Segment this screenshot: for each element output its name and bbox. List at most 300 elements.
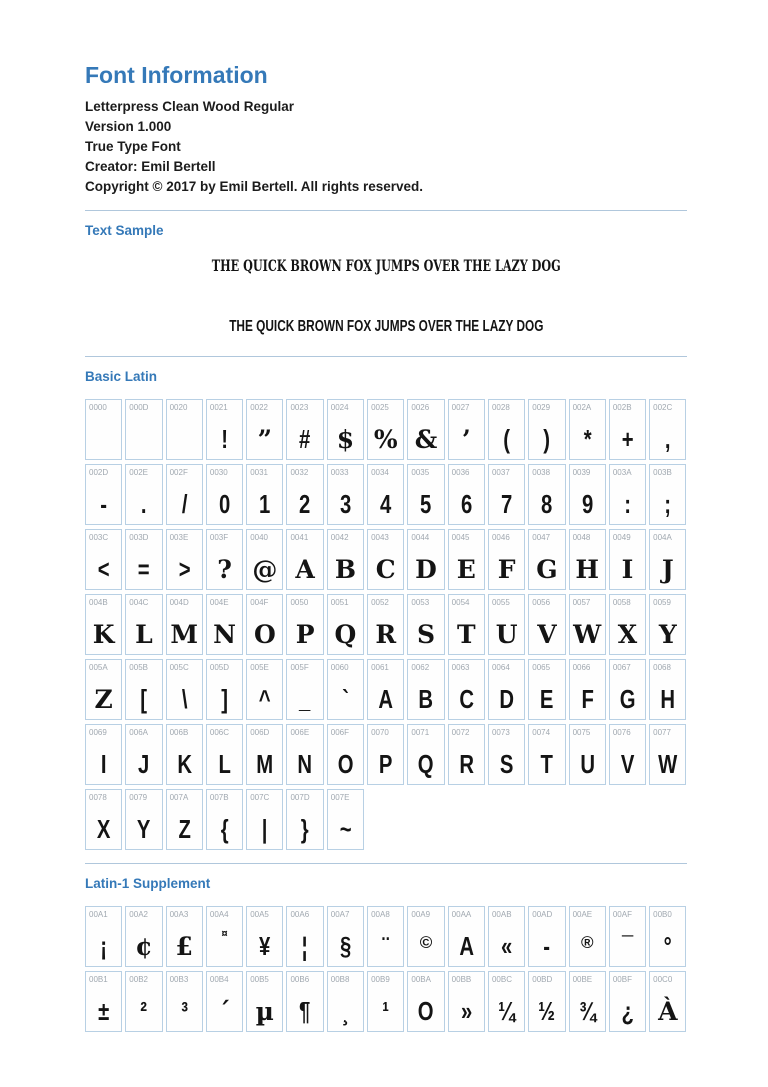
glyph: ;: [664, 489, 672, 519]
codepoint-label: 0027: [451, 403, 470, 412]
codepoint-label: 004C: [129, 598, 149, 607]
codepoint-label: 0037: [491, 468, 510, 477]
codepoint-label: 00B0: [653, 910, 672, 919]
glyph: R: [375, 620, 397, 649]
glyph-cell: [407, 464, 444, 525]
glyph: ¾: [578, 996, 596, 1026]
glyph-row: [85, 529, 687, 590]
glyph-cell: [125, 724, 162, 785]
glyph-cell: [166, 594, 203, 655]
glyph-cell: [125, 971, 162, 1032]
glyph: X: [617, 620, 638, 649]
codepoint-label: 0054: [451, 598, 470, 607]
glyph-cell: [125, 529, 162, 590]
glyph: -: [543, 931, 551, 961]
glyph-cell: [246, 971, 283, 1032]
glyph-cell: [448, 594, 485, 655]
glyph-cell: [327, 594, 364, 655]
glyph: O: [337, 749, 354, 779]
glyph: O: [253, 620, 276, 649]
glyph-cell: [286, 971, 323, 1032]
glyph-cell: [166, 529, 203, 590]
codepoint-label: 00AD: [532, 910, 553, 919]
codepoint-label: 0028: [491, 403, 510, 412]
glyph-cell: [609, 594, 646, 655]
codepoint-label: 0065: [532, 663, 551, 672]
glyph: M: [256, 749, 274, 779]
glyph-cell: [407, 971, 444, 1032]
codepoint-label: 0034: [371, 468, 389, 477]
section-heading-basic-latin: Basic Latin: [85, 369, 158, 384]
glyph-cell: [488, 529, 525, 590]
codepoint-label: 0041: [290, 533, 309, 542]
glyph-cell: [246, 594, 283, 655]
codepoint-label: 003E: [169, 533, 189, 542]
glyph-cell: [125, 399, 162, 460]
codepoint-label: 0051: [330, 598, 349, 607]
glyph-cell: [286, 906, 323, 967]
glyph-cell: [327, 724, 364, 785]
glyph-cell: [367, 594, 404, 655]
glyph: U: [495, 620, 518, 649]
codepoint-label: 0068: [653, 663, 671, 672]
glyph-cell: [125, 594, 162, 655]
codepoint-label: 0042: [330, 533, 349, 542]
glyph: D: [415, 555, 437, 584]
glyph: %: [373, 425, 398, 454]
glyph-cell: [649, 906, 686, 967]
glyph-cell: [488, 724, 525, 785]
codepoint-label: 007D: [290, 793, 310, 802]
text-sample-plain-row: [85, 318, 687, 336]
glyph: ¹: [382, 996, 390, 1026]
codepoint-label: 002F: [169, 468, 188, 477]
glyph-cell: [609, 529, 646, 590]
glyph-cell: [649, 529, 686, 590]
glyph: B: [418, 684, 434, 714]
glyph-cell: [528, 594, 565, 655]
codepoint-label: 00B2: [129, 975, 148, 984]
glyph-cell: [166, 464, 203, 525]
glyph-cell: [609, 659, 646, 720]
glyph: H: [660, 684, 676, 714]
codepoint-label: 0076: [612, 728, 631, 737]
codepoint-label: 004E: [209, 598, 229, 607]
glyph-cell: [528, 906, 565, 967]
glyph: E: [456, 555, 476, 584]
codepoint-label: 0022: [250, 403, 268, 412]
glyph: ¯: [621, 931, 634, 961]
glyph: _: [299, 684, 311, 714]
glyph: H: [575, 555, 600, 584]
glyph: 8: [541, 489, 553, 519]
glyph-cell: [367, 906, 404, 967]
glyph: ¡: [100, 931, 108, 961]
glyph: 3: [339, 489, 352, 519]
glyph-row: [85, 724, 687, 785]
glyph-row: [85, 906, 687, 967]
glyph: ,: [664, 424, 671, 454]
glyph-cell: [488, 971, 525, 1032]
codepoint-label: 0039: [572, 468, 591, 477]
glyph: ¦: [302, 931, 308, 961]
codepoint-label: 0069: [89, 728, 107, 737]
glyph-cell: [327, 971, 364, 1032]
codepoint-label: 007C: [250, 793, 270, 802]
glyph: R: [458, 749, 474, 779]
codepoint-label: 00A9: [411, 910, 431, 919]
codepoint-label: 006E: [290, 728, 310, 737]
codepoint-label: 002D: [89, 468, 109, 477]
glyph-cell: [206, 906, 243, 967]
codepoint-label: 0043: [371, 533, 389, 542]
font-info-page: [85, 0, 687, 1032]
glyph-cell: [85, 906, 122, 967]
glyph: |: [261, 814, 268, 844]
glyph: ¿: [621, 996, 634, 1026]
codepoint-label: 002A: [572, 403, 592, 412]
codepoint-label: 0077: [653, 728, 671, 737]
glyph: ½: [538, 996, 556, 1026]
codepoint-label: 00AB: [491, 910, 512, 919]
glyph-cell: [166, 789, 203, 850]
glyph-cell: [448, 724, 485, 785]
glyph-cell: [246, 906, 283, 967]
codepoint-label: 0055: [491, 598, 510, 607]
glyph: §: [339, 931, 352, 961]
glyph: @: [252, 555, 278, 584]
glyph-cell: [649, 724, 686, 785]
glyph: <: [97, 554, 110, 584]
glyph: W: [658, 749, 678, 779]
codepoint-label: 0020: [169, 403, 188, 412]
font-type: True Type Font: [85, 139, 181, 154]
glyph-cell: [85, 971, 122, 1032]
codepoint-label: 007B: [209, 793, 229, 802]
glyph: ®: [580, 933, 594, 952]
glyph: ^: [258, 684, 271, 714]
glyph: =: [138, 554, 150, 584]
glyph: `: [342, 684, 349, 714]
codepoint-label: 0059: [653, 598, 671, 607]
codepoint-label: 0046: [491, 533, 510, 542]
glyph-cell: [407, 399, 444, 460]
glyph: \: [181, 684, 188, 714]
glyph-cell: [569, 906, 606, 967]
text-sample-plain: THE QUICK BROWN FOX JUMPS OVER THE LAZY DOG: [228, 318, 544, 335]
glyph-cell: [609, 906, 646, 967]
glyph-cell: [85, 399, 122, 460]
codepoint-label: 00B3: [169, 975, 189, 984]
glyph: !: [221, 424, 228, 454]
glyph-cell: [528, 724, 565, 785]
glyph-cell: [569, 529, 606, 590]
glyph: ¤: [221, 928, 228, 940]
glyph: -: [100, 489, 108, 519]
glyph-cell: [246, 399, 283, 460]
glyph: Y: [137, 814, 151, 844]
section-divider: [85, 210, 687, 211]
text-sample-decorative: THE QUICK BROWN FOX JUMPS OVER THE LAZY DOG: [211, 256, 561, 275]
glyph: D: [499, 684, 514, 714]
glyph-cell: [246, 659, 283, 720]
codepoint-label: 006F: [330, 728, 350, 737]
glyph: L: [218, 749, 231, 779]
codepoint-label: 0035: [411, 468, 430, 477]
text-sample-decorative-row: [85, 256, 687, 276]
codepoint-label: 003D: [129, 533, 149, 542]
glyph-cell: [85, 659, 122, 720]
glyph: ©: [419, 933, 433, 952]
codepoint-label: 00AA: [451, 910, 472, 919]
codepoint-label: 000D: [129, 403, 149, 412]
glyph-cell: [488, 464, 525, 525]
codepoint-label: 0071: [411, 728, 430, 737]
codepoint-label: 00BB: [451, 975, 472, 984]
glyph-cell: [286, 529, 323, 590]
glyph-cell: [649, 594, 686, 655]
glyph: ?: [217, 555, 232, 584]
glyph-cell: [407, 659, 444, 720]
section-heading-latin1-supplement: Latin-1 Supplement: [85, 876, 211, 891]
codepoint-label: 005A: [89, 663, 108, 672]
glyph: C: [458, 684, 474, 714]
glyph-cell: [125, 464, 162, 525]
codepoint-label: 0072: [451, 728, 470, 737]
glyph: /: [181, 489, 188, 519]
glyph: A: [458, 931, 474, 961]
glyph: &: [414, 425, 438, 454]
section-divider: [85, 863, 687, 864]
codepoint-label: 00AF: [612, 910, 632, 919]
codepoint-label: 005E: [250, 663, 269, 672]
glyph: O: [418, 996, 434, 1026]
glyph-cell: [569, 399, 606, 460]
glyph-cell: [649, 399, 686, 460]
codepoint-label: 005F: [290, 663, 309, 672]
codepoint-label: 00B9: [371, 975, 390, 984]
basic-latin-grid: [85, 399, 687, 850]
glyph: 7: [500, 489, 513, 519]
glyph: }: [301, 814, 310, 844]
glyph-cell: [649, 659, 686, 720]
glyph-cell: [327, 659, 364, 720]
glyph-row: [85, 594, 687, 655]
codepoint-label: 0058: [612, 598, 631, 607]
glyph: J: [661, 555, 674, 584]
glyph-cell: [528, 659, 565, 720]
codepoint-label: 0021: [209, 403, 228, 412]
glyph-cell: [125, 906, 162, 967]
codepoint-label: 004B: [89, 598, 108, 607]
codepoint-label: 0067: [612, 663, 631, 672]
glyph-cell: [367, 464, 404, 525]
codepoint-label: 0036: [451, 468, 470, 477]
glyph: Z: [178, 814, 191, 844]
glyph-cell: [609, 971, 646, 1032]
glyph: V: [537, 620, 557, 649]
codepoint-label: 00BD: [532, 975, 553, 984]
glyph-cell: [407, 906, 444, 967]
codepoint-label: 0060: [330, 663, 349, 672]
codepoint-label: 0062: [411, 663, 430, 672]
glyph: ~: [339, 814, 352, 844]
glyph-cell: [569, 724, 606, 785]
glyph: £: [175, 932, 193, 961]
glyph: ¸: [342, 996, 349, 1026]
codepoint-label: 00A5: [250, 910, 269, 919]
glyph-cell: [286, 594, 323, 655]
codepoint-label: 00BE: [572, 975, 593, 984]
codepoint-label: 004F: [250, 598, 269, 607]
codepoint-label: 007E: [330, 793, 350, 802]
glyph-cell: [569, 464, 606, 525]
glyph-cell: [246, 464, 283, 525]
codepoint-label: 005C: [169, 663, 189, 672]
glyph-cell: [367, 724, 404, 785]
glyph-cell: [166, 659, 203, 720]
glyph-cell: [85, 464, 122, 525]
codepoint-label: 0045: [451, 533, 470, 542]
glyph: U: [579, 749, 595, 779]
glyph-cell: [448, 659, 485, 720]
glyph: J: [138, 749, 150, 779]
glyph-cell: [528, 971, 565, 1032]
glyph: C: [375, 555, 396, 584]
font-version: Version 1.000: [85, 119, 172, 134]
codepoint-label: 00B5: [250, 975, 269, 984]
glyph: G: [619, 684, 636, 714]
glyph: [: [140, 684, 148, 714]
codepoint-label: 00A2: [129, 910, 148, 919]
glyph: L: [135, 620, 153, 649]
glyph-cell: [448, 971, 485, 1032]
glyph: X: [96, 814, 111, 844]
codepoint-label: 0050: [290, 598, 309, 607]
codepoint-label: 004A: [653, 533, 672, 542]
codepoint-label: 0029: [532, 403, 551, 412]
glyph-cell: [286, 789, 323, 850]
codepoint-label: 00A6: [290, 910, 310, 919]
codepoint-label: 0079: [129, 793, 148, 802]
glyph: >: [178, 554, 191, 584]
glyph: A: [295, 555, 315, 584]
glyph: K: [92, 620, 115, 649]
codepoint-label: 0025: [371, 403, 389, 412]
codepoint-label: 0033: [330, 468, 349, 477]
glyph: N: [213, 620, 236, 649]
glyph: E: [540, 684, 554, 714]
glyph-cell: [649, 464, 686, 525]
codepoint-label: 00B8: [330, 975, 350, 984]
glyph-cell: [528, 464, 565, 525]
glyph: ”: [257, 425, 273, 454]
glyph-cell: [327, 399, 364, 460]
codepoint-label: 0052: [371, 598, 389, 607]
glyph: ±: [98, 996, 110, 1026]
glyph: ¨: [382, 931, 390, 961]
glyph: I: [621, 555, 634, 584]
font-copyright: Copyright © 2017 by Emil Bertell. All rights reserved.: [85, 179, 424, 194]
glyph-cell: [569, 971, 606, 1032]
glyph: Z: [94, 685, 113, 714]
glyph: :: [624, 489, 631, 519]
codepoint-label: 0049: [612, 533, 631, 542]
codepoint-label: 0038: [532, 468, 551, 477]
glyph-cell: [448, 906, 485, 967]
glyph: G: [536, 555, 558, 584]
codepoint-label: 002C: [653, 403, 673, 412]
glyph-cell: [448, 464, 485, 525]
glyph-cell: [206, 971, 243, 1032]
glyph: 5: [420, 489, 432, 519]
codepoint-label: 006D: [250, 728, 270, 737]
codepoint-label: 00B6: [290, 975, 310, 984]
glyph-cell: [125, 659, 162, 720]
codepoint-label: 007A: [169, 793, 189, 802]
codepoint-label: 00A1: [89, 910, 108, 919]
glyph-cell: [166, 906, 203, 967]
glyph-row: [85, 659, 687, 720]
glyph-cell: [246, 789, 283, 850]
glyph-cell: [327, 464, 364, 525]
glyph: ¼: [498, 996, 516, 1026]
page-title: Font Information: [85, 62, 268, 88]
glyph: F: [581, 684, 594, 714]
glyph: K: [176, 749, 192, 779]
glyph: B: [334, 555, 356, 584]
font-creator: Creator: Emil Bertell: [85, 159, 216, 174]
glyph-cell: [286, 464, 323, 525]
section-heading-text-sample: Text Sample: [85, 223, 164, 238]
glyph: 9: [581, 489, 593, 519]
codepoint-label: 0057: [572, 598, 591, 607]
codepoint-label: 0044: [411, 533, 430, 542]
glyph-cell: [327, 906, 364, 967]
glyph-cell: [206, 789, 243, 850]
glyph-cell: [448, 399, 485, 460]
glyph-cell: [206, 724, 243, 785]
codepoint-label: 0047: [532, 533, 551, 542]
font-name: Letterpress Clean Wood Regular: [85, 99, 295, 114]
codepoint-label: 003A: [612, 468, 632, 477]
codepoint-label: 0053: [411, 598, 430, 607]
codepoint-label: 0078: [89, 793, 107, 802]
glyph-cell: [407, 594, 444, 655]
glyph-cell: [246, 529, 283, 590]
codepoint-label: 00A3: [169, 910, 189, 919]
glyph: .: [141, 489, 147, 519]
codepoint-label: 0048: [572, 533, 591, 542]
glyph: ¥: [259, 931, 271, 961]
glyph-cell: [569, 659, 606, 720]
glyph: ³: [180, 996, 188, 1026]
glyph: *: [583, 424, 592, 454]
glyph-cell: [286, 659, 323, 720]
codepoint-label: 00A4: [209, 910, 229, 919]
glyph: Y: [658, 620, 677, 649]
glyph: 6: [460, 489, 472, 519]
codepoint-label: 00A8: [371, 910, 390, 919]
glyph-cell: [609, 464, 646, 525]
glyph: Q: [334, 620, 357, 649]
glyph-cell: [246, 724, 283, 785]
glyph: µ: [255, 997, 274, 1026]
glyph: ²: [140, 996, 148, 1026]
glyph: 4: [380, 489, 392, 519]
glyph: 2: [299, 489, 311, 519]
codepoint-label: 0063: [451, 663, 470, 672]
